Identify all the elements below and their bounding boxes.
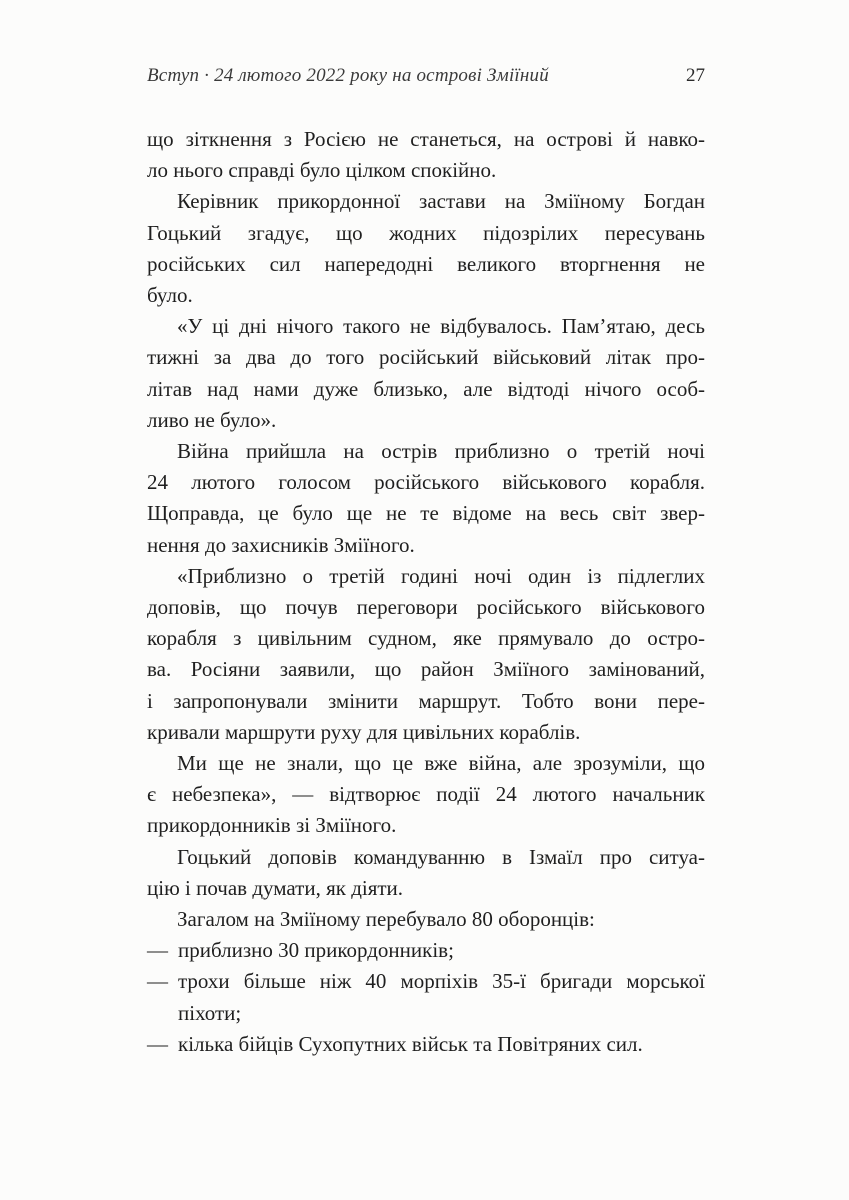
text-line: і запропонували змінити маршрут. Тобто вони пере- — [147, 688, 705, 713]
paragraph — [147, 904, 705, 935]
text-line: російських сил напередодні великого вторгнення не — [147, 251, 705, 276]
text-line: ва. Росіяни заявили, що район Зміїного замінований, — [147, 657, 705, 682]
text-line: прикордонників зі Зміїного. — [147, 813, 397, 838]
text-line: ливо не було». — [147, 407, 277, 432]
text-line: Загалом на Зміїному перебувало 80 оборонців: — [177, 907, 595, 932]
text-line: Керівник прикордонної застави на Зміїному Богдан — [177, 189, 705, 214]
list-item — [147, 966, 705, 1028]
body-text — [147, 124, 705, 1060]
text-line: що зіткнення з Росією не станеться, на острові й навко- — [147, 127, 705, 151]
paragraph — [147, 311, 705, 436]
list-item — [147, 935, 705, 966]
text-line: трохи більше ніж 40 морпіхів 35-ї бригади морської — [178, 969, 705, 994]
text-line: приблизно 30 прикордонників; — [178, 938, 454, 963]
text-line: Гоцький доповів командуванню в Ізмаїл про ситуа- — [177, 844, 705, 869]
page-number: 27 — [686, 65, 705, 86]
text-line: ло нього справді було цілком спокійно. — [147, 158, 497, 183]
text-line: тижні за два до того російський військовий літак про- — [147, 345, 705, 370]
text-line: піхоти; — [178, 1000, 242, 1025]
paragraph — [147, 186, 705, 311]
text-line: «У ці дні нічого такого не відбувалось. Пам’ятаю, десь — [177, 314, 705, 339]
text-line: «Приблизно о третій годині ночі один із підлеглих — [177, 563, 705, 588]
list-dash-marker: — — [147, 1031, 168, 1056]
paragraph — [147, 561, 705, 748]
text-line: Щоправда, це було ще не те відоме на весь світ звер- — [147, 501, 705, 526]
list-dash-marker: — — [147, 938, 168, 963]
text-line: Війна прийшла на острів приблизно о третій ночі — [177, 439, 705, 464]
defenders-list — [147, 935, 705, 1060]
text-line: кілька бійців Сухопутних військ та Повітряних сил. — [178, 1031, 643, 1056]
paragraph — [147, 748, 705, 842]
list-dash-marker: — — [147, 969, 168, 994]
text-line: 24 лютого голосом російського військового корабля. — [147, 470, 705, 495]
text-line: кривали маршрути руху для цивільних кораблів. — [147, 719, 581, 744]
text-line: нення до захисників Зміїного. — [147, 532, 415, 557]
text-line: корабля з цивільним судном, яке прямувало до остро- — [147, 626, 705, 651]
text-line: доповів, що почув переговори російського військового — [147, 595, 705, 620]
text-line: було. — [147, 283, 193, 308]
list-item — [147, 1029, 705, 1060]
text-line: є небезпека», — відтворює події 24 лютого начальник — [147, 782, 705, 807]
running-title: Вступ · 24 лютого 2022 року на острові Зміїний — [147, 65, 549, 86]
paragraph — [147, 124, 705, 186]
paragraph — [147, 436, 705, 561]
paragraph — [147, 842, 705, 904]
text-line: цію і почав думати, як діяти. — [147, 875, 404, 900]
running-header — [147, 64, 705, 88]
text-line: Ми ще не знали, що це вже війна, але зрозуміли, що — [177, 751, 705, 776]
text-line: Гоцький згадує, що жодних підозрілих пересувань — [147, 220, 705, 245]
text-line: літав над нами дуже близько, але відтоді нічого особ- — [147, 376, 705, 401]
